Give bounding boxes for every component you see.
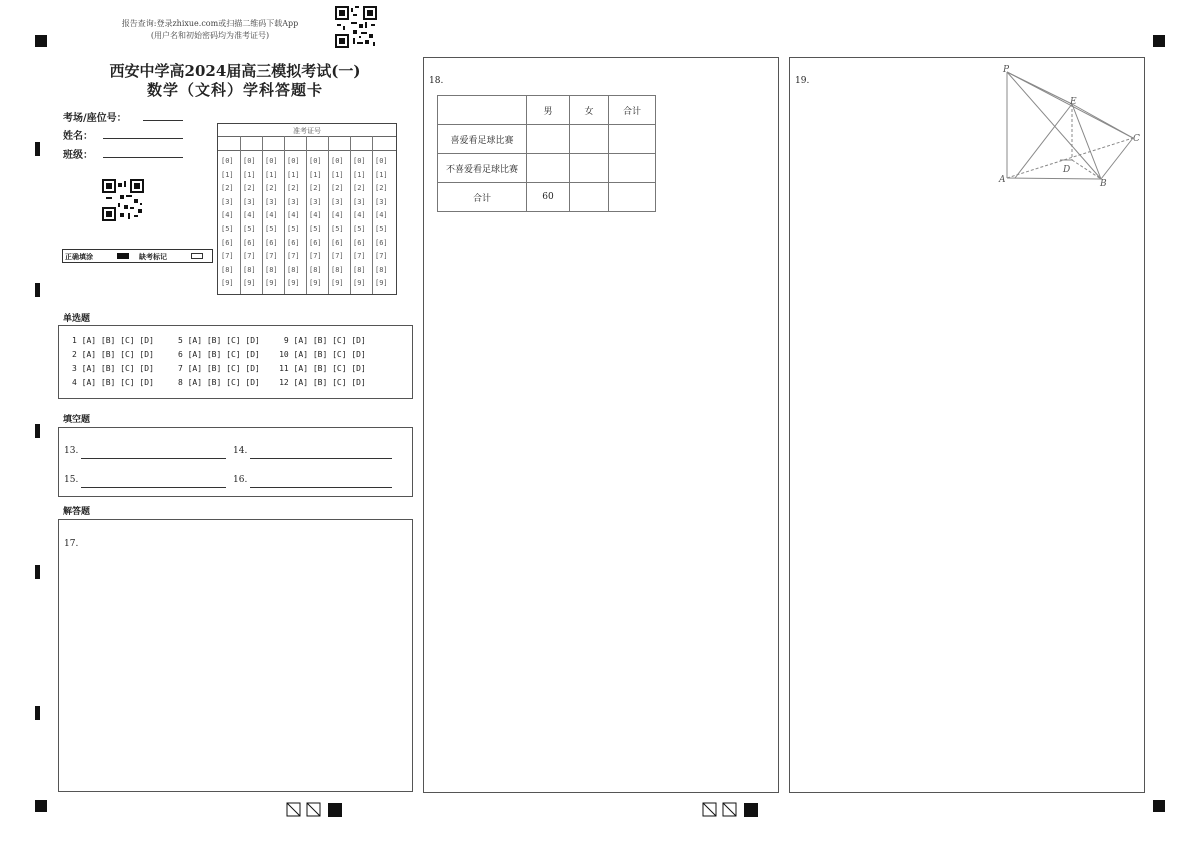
- admission-digit-bubble[interactable]: [9]: [221, 279, 234, 288]
- admission-digit-bubble[interactable]: [7]: [353, 252, 366, 261]
- room-seat-field[interactable]: [143, 120, 183, 121]
- admission-digit-bubble[interactable]: [6]: [265, 238, 278, 247]
- admission-digit-bubble[interactable]: [3]: [375, 197, 388, 206]
- corner-mark-top-right: [1153, 35, 1165, 47]
- q19-label: 19.: [795, 76, 810, 86]
- vertex-label-c: C: [1133, 134, 1140, 144]
- admission-digit-bubble[interactable]: [8]: [331, 265, 344, 274]
- vertex-label-d: D: [1063, 165, 1071, 175]
- admission-digit-bubble[interactable]: [9]: [375, 279, 388, 288]
- admission-digit-bubble[interactable]: [7]: [243, 252, 256, 261]
- report-query-text: 报告查询:登录zhixue.com或扫描二维码下载App: [121, 19, 299, 28]
- class-label: 班级：: [63, 150, 93, 161]
- grid-column-divider: [328, 136, 329, 294]
- admission-digit-bubble[interactable]: [1]: [375, 170, 388, 179]
- admission-digit-bubble[interactable]: [1]: [331, 170, 344, 179]
- vertex-label-a: A: [999, 175, 1006, 185]
- single-choice-heading: 单选题: [63, 314, 91, 324]
- q17-label: 17.: [64, 539, 79, 549]
- fill-blank-heading: 填空题: [63, 415, 91, 425]
- class-field[interactable]: [103, 157, 183, 158]
- admission-digit-bubble[interactable]: [4]: [265, 211, 278, 220]
- table-cell[interactable]: [570, 154, 609, 183]
- admission-digit-bubble[interactable]: [7]: [265, 252, 278, 261]
- admission-digit-bubble[interactable]: [6]: [353, 238, 366, 247]
- admission-digit-bubble[interactable]: [5]: [265, 225, 278, 233]
- admission-digit-bubble[interactable]: [7]: [221, 252, 234, 261]
- table-cell: 女: [570, 96, 609, 125]
- admission-digit-bubble[interactable]: [1]: [265, 170, 278, 179]
- correct-fill-sample: [117, 253, 129, 259]
- side-mark: [35, 706, 40, 720]
- admission-digit-bubble[interactable]: [3]: [353, 197, 366, 206]
- table-cell[interactable]: [609, 183, 656, 212]
- admission-digit-bubble[interactable]: [4]: [353, 211, 366, 220]
- admission-digit-bubble[interactable]: [0]: [331, 157, 344, 165]
- admission-digit-bubble[interactable]: [9]: [331, 279, 344, 288]
- admission-digit-bubble[interactable]: [4]: [221, 211, 234, 220]
- admission-digit-bubble[interactable]: [1]: [353, 170, 366, 179]
- name-field[interactable]: [103, 138, 183, 139]
- admission-digit-bubble[interactable]: [2]: [353, 184, 366, 193]
- admission-digit-bubble[interactable]: [0]: [221, 157, 234, 165]
- qr-code-top: [335, 6, 377, 48]
- admission-digit-bubble[interactable]: [9]: [287, 279, 300, 288]
- admission-number-label: 准考证号: [293, 127, 321, 135]
- mcq-row[interactable]: 2 [A] [B] [C] [D] 6 [A] [B] [C] [D] 10 [A] [B] [C] [D]: [72, 350, 366, 359]
- admission-digit-bubble[interactable]: [0]: [375, 157, 388, 165]
- side-mark: [35, 142, 40, 156]
- credential-note: (用户名和初始密码均为准考证号): [150, 31, 270, 40]
- blank-15-label: 15.: [64, 475, 79, 485]
- admission-digit-bubble[interactable]: [2]: [375, 184, 388, 193]
- grid-column-divider: [306, 136, 307, 294]
- blank-16-label: 16.: [233, 475, 248, 485]
- qr-code-student: [102, 179, 144, 221]
- admission-digit-bubble[interactable]: [4]: [331, 211, 344, 220]
- admission-digit-bubble[interactable]: [8]: [221, 265, 234, 274]
- admission-digit-bubble[interactable]: [6]: [375, 238, 388, 247]
- correct-fill-label: 正确填涂: [65, 252, 93, 261]
- corner-mark-bottom-left: [35, 800, 47, 812]
- blank-14-field[interactable]: [250, 458, 392, 459]
- admission-digit-bubble[interactable]: [0]: [243, 157, 256, 165]
- table-cell: 男: [527, 96, 570, 125]
- admission-digit-bubble[interactable]: [3]: [243, 197, 256, 206]
- blank-16-field[interactable]: [250, 487, 392, 488]
- table-cell[interactable]: [570, 183, 609, 212]
- admission-digit-bubble[interactable]: [7]: [287, 252, 300, 261]
- admission-digit-bubble[interactable]: [2]: [265, 184, 278, 193]
- admission-digit-bubble[interactable]: [2]: [243, 184, 256, 193]
- mcq-row[interactable]: 3 [A] [B] [C] [D] 7 [A] [B] [C] [D] 11 [A] [B] [C] [D]: [72, 364, 366, 373]
- table-header-row: [438, 96, 656, 125]
- admission-digit-bubble[interactable]: [3]: [221, 197, 234, 206]
- admission-digit-bubble[interactable]: [3]: [309, 197, 322, 206]
- admission-digit-bubble[interactable]: [6]: [243, 238, 256, 247]
- vertex-label-b: B: [1100, 179, 1107, 187]
- absent-mark-label: 缺考标记: [139, 252, 167, 261]
- solution-heading: 解答题: [63, 507, 91, 517]
- admission-digit-bubble[interactable]: [5]: [375, 225, 388, 233]
- admission-digit-bubble[interactable]: [8]: [309, 265, 322, 274]
- corner-mark-top-left: [35, 35, 47, 47]
- side-mark: [35, 565, 40, 579]
- admission-digit-bubble[interactable]: [9]: [353, 279, 366, 288]
- admission-digit-bubble[interactable]: [6]: [287, 238, 300, 247]
- table-cell[interactable]: [609, 154, 656, 183]
- admission-digit-bubble[interactable]: [4]: [243, 211, 256, 220]
- fill-legend: [62, 249, 213, 263]
- admission-digit-bubble[interactable]: [6]: [221, 238, 234, 247]
- absent-mark-box[interactable]: [191, 253, 203, 259]
- admission-digit-bubble[interactable]: [9]: [309, 279, 322, 288]
- admission-digit-bubble[interactable]: [3]: [287, 197, 300, 206]
- table-cell[interactable]: [527, 154, 570, 183]
- exam-title: 西安中学高2024届高三模拟考试(一): [109, 62, 361, 80]
- admission-digit-bubble[interactable]: [8]: [265, 265, 278, 274]
- blank-15-field[interactable]: [81, 487, 226, 488]
- admission-digit-bubble[interactable]: [5]: [353, 225, 366, 233]
- admission-digit-bubble[interactable]: [2]: [309, 184, 322, 193]
- q18-label: 18.: [429, 76, 444, 86]
- admission-digit-bubble[interactable]: [3]: [331, 197, 344, 206]
- blank-13-label: 13.: [64, 446, 79, 456]
- admission-digit-bubble[interactable]: [0]: [287, 157, 300, 165]
- grid-column-divider: [284, 136, 285, 294]
- grid-column-divider: [262, 136, 263, 294]
- admission-digit-bubble[interactable]: [1]: [221, 170, 234, 179]
- blank-13-field[interactable]: [81, 458, 226, 459]
- table-cell: 喜爱看足球比赛: [438, 125, 527, 154]
- admission-digit-bubble[interactable]: [2]: [221, 184, 234, 193]
- table-cell[interactable]: [609, 125, 656, 154]
- mcq-row[interactable]: 4 [A] [B] [C] [D] 8 [A] [B] [C] [D] 12 [A] [B] [C] [D]: [72, 378, 366, 387]
- grid-header-divider: [218, 136, 396, 137]
- room-seat-label: 考场/座位号：: [63, 113, 127, 124]
- name-label: 姓名：: [63, 131, 93, 142]
- table-row: [438, 154, 656, 183]
- blank-14-label: 14.: [233, 446, 248, 456]
- mcq-row[interactable]: 1 [A] [B] [C] [D] 5 [A] [B] [C] [D] 9 [A] [B] [C] [D]: [72, 336, 366, 345]
- table-cell: 合计: [438, 183, 527, 212]
- grid-column-divider: [350, 136, 351, 294]
- admission-digit-bubble[interactable]: [3]: [265, 197, 278, 206]
- table-cell: 60: [527, 183, 570, 212]
- admission-digit-bubble[interactable]: [7]: [309, 252, 322, 261]
- page-marks-left: [286, 802, 346, 818]
- admission-digit-bubble[interactable]: [6]: [309, 238, 322, 247]
- admission-digit-bubble[interactable]: [4]: [375, 211, 388, 220]
- admission-digit-bubble[interactable]: [9]: [265, 279, 278, 288]
- admission-digit-bubble[interactable]: [7]: [375, 252, 388, 261]
- admission-digit-bubble[interactable]: [5]: [221, 225, 234, 233]
- contingency-table: [437, 95, 656, 212]
- admission-digit-bubble[interactable]: [5]: [331, 225, 344, 233]
- admission-digit-bubble[interactable]: [4]: [287, 211, 300, 220]
- table-cell[interactable]: [570, 125, 609, 154]
- admission-digit-bubble[interactable]: [6]: [331, 238, 344, 247]
- admission-digit-bubble[interactable]: [9]: [243, 279, 256, 288]
- admission-digit-bubble[interactable]: [8]: [243, 265, 256, 274]
- admission-digit-bubble[interactable]: [2]: [287, 184, 300, 193]
- admission-digit-bubble[interactable]: [2]: [331, 184, 344, 193]
- corner-mark-bottom-right: [1153, 800, 1165, 812]
- table-cell: 不喜爱看足球比赛: [438, 154, 527, 183]
- admission-digit-bubble[interactable]: [8]: [375, 265, 388, 274]
- side-mark: [35, 424, 40, 438]
- table-row: [438, 183, 656, 212]
- admission-digit-bubble[interactable]: [8]: [353, 265, 366, 274]
- admission-digit-bubble[interactable]: [0]: [353, 157, 366, 165]
- vertex-label-e: E: [1070, 97, 1077, 107]
- pyramid-figure: [995, 62, 1145, 187]
- vertex-label-p: P: [1003, 65, 1010, 75]
- grid-blank-row-divider: [218, 150, 396, 151]
- admission-digit-bubble[interactable]: [5]: [309, 225, 322, 233]
- q17-answer-area[interactable]: [58, 519, 413, 792]
- admission-digit-bubble[interactable]: [7]: [331, 252, 344, 261]
- admission-digit-bubble[interactable]: [5]: [243, 225, 256, 233]
- admission-digit-bubble[interactable]: [0]: [265, 157, 278, 165]
- admission-digit-bubble[interactable]: [4]: [309, 211, 322, 220]
- page-marks-right: [702, 802, 762, 818]
- table-cell: 合计: [609, 96, 656, 125]
- admission-digit-bubble[interactable]: [1]: [243, 170, 256, 179]
- admission-digit-bubble[interactable]: [1]: [309, 170, 322, 179]
- side-mark: [35, 283, 40, 297]
- admission-digit-bubble[interactable]: [8]: [287, 265, 300, 274]
- table-cell: [438, 96, 527, 125]
- table-cell[interactable]: [527, 125, 570, 154]
- admission-digit-bubble[interactable]: [1]: [287, 170, 300, 179]
- grid-column-divider: [240, 136, 241, 294]
- admission-digit-bubble[interactable]: [5]: [287, 225, 300, 233]
- grid-column-divider: [372, 136, 373, 294]
- admission-digit-bubble[interactable]: [0]: [309, 157, 322, 165]
- table-row: [438, 125, 656, 154]
- subject-title: 数学（文科）学科答题卡: [146, 81, 323, 99]
